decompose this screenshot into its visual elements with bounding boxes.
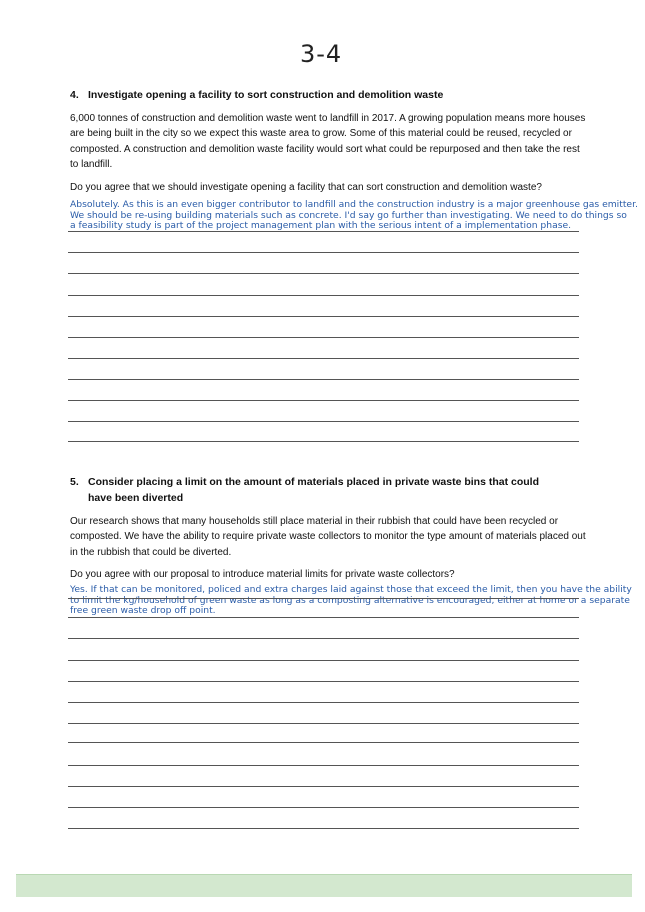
answer-line [68, 702, 579, 703]
question-5-prompt: Do you agree with our proposal to introduce material limits for private waste collectors? [70, 568, 455, 580]
answer-line [68, 723, 579, 724]
footer-band [16, 874, 632, 897]
answer-line [68, 316, 579, 317]
answer-line [68, 421, 579, 422]
answer-line [68, 231, 579, 232]
question-4-section [70, 87, 590, 195]
answer-line [68, 379, 579, 380]
question-4-heading [70, 87, 590, 103]
answer-line [68, 660, 579, 661]
question-5-section [70, 474, 590, 582]
answer-line [68, 295, 579, 296]
question-5-heading [70, 474, 550, 506]
answer-line [68, 638, 579, 639]
question-4-number: 4. [70, 89, 79, 101]
answer-line [68, 742, 579, 743]
answer-line [68, 441, 579, 442]
answer-line [68, 598, 579, 599]
question-5-answer: Yes. If that can be monitored, policed and extra charges laid against those that exceed the limit, then you have the ability to limit the kg/household of green waste as long as a composting alternative is encouraged, either at home or a separate free green waste drop off point. [70, 584, 632, 617]
question-4-paragraph: 6,000 tonnes of construction and demolition waste went to landfill in 2017. A growing population means more houses are being built in the city so we expect this waste area to grow. Some of this material could be reused, recycled or composted. A construction and demolition waste facility would sort what could be repurposed and then take the rest to landfill. [70, 113, 586, 170]
answer-line [68, 337, 579, 338]
answer-line [68, 252, 579, 253]
question-4-prompt: Do you agree that we should investigate opening a facility that can sort construction and demolition waste? [70, 182, 542, 194]
question-4-title: Investigate opening a facility to sort construction and demolition waste [88, 89, 444, 101]
answer-line [68, 828, 579, 829]
answer-line [68, 617, 579, 618]
answer-line [68, 273, 579, 274]
question-5-number: 5. [70, 476, 79, 488]
answer-line [68, 358, 579, 359]
answer-line [68, 400, 579, 401]
answer-line [68, 765, 579, 766]
question-5-paragraph: Our research shows that many households still place material in their rubbish that could have been recycled or composted. We have the ability to require private waste collectors to monitor the type amount of materials placed out in the rubbish that could be diverted. [70, 516, 586, 558]
answer-line [68, 786, 579, 787]
question-5-title: Consider placing a limit on the amount of materials placed in private waste bins that could have been diverted [88, 476, 539, 504]
question-4-answer: Absolutely. As this is an even bigger contributor to landfill and the construction industry is a major greenhouse gas emitter. We should be re-using building materials such as concrete. I'd say go further than investigating. We need to do things so a feasibility study is part of the project management plan with the serious intent of a implementation phase. [70, 199, 638, 232]
page-number: 3-4 [300, 40, 343, 68]
answer-line [68, 681, 579, 682]
answer-line [68, 807, 579, 808]
